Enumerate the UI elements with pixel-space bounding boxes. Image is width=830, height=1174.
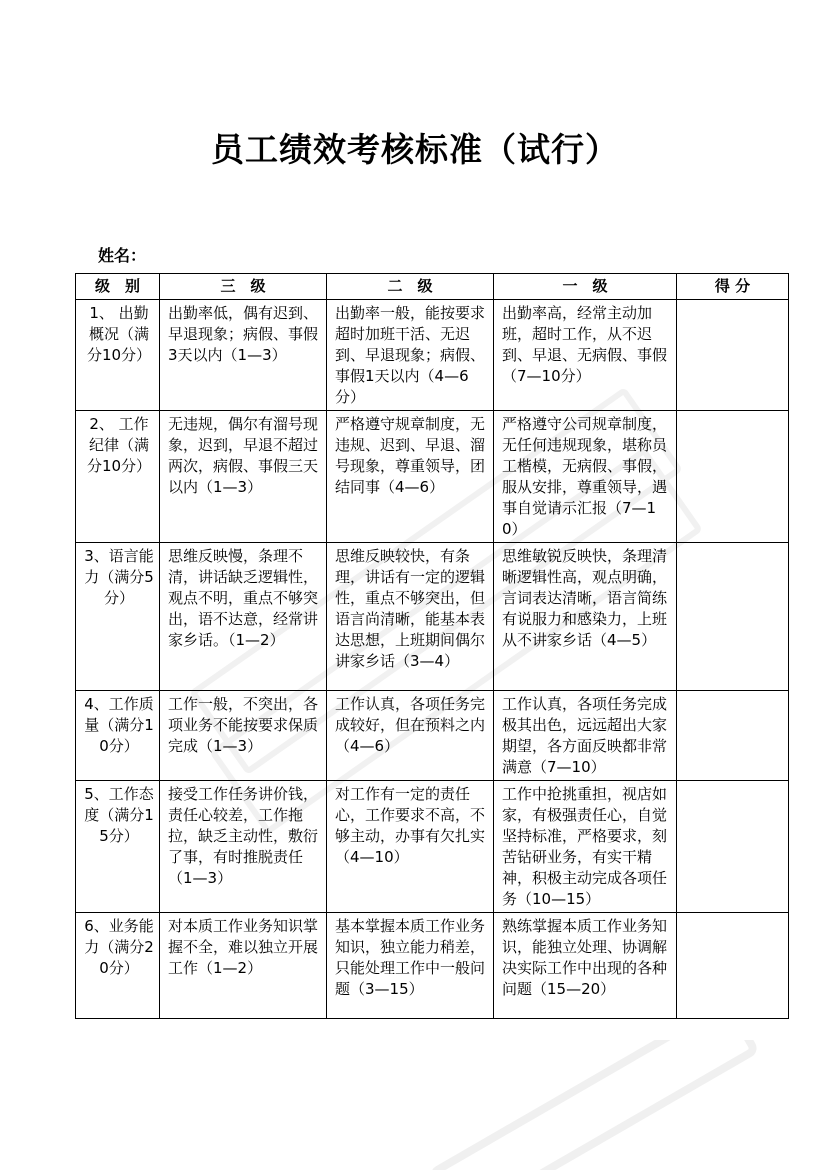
row-level2: 基本掌握本质工作业务知识，独立能力稍差，只能处理工作中一般问题（3—15） — [327, 913, 494, 1019]
row-score[interactable] — [677, 913, 789, 1019]
row-category: 4、工作质量（满分10分） — [76, 691, 160, 781]
row-level2: 思维反映较快，有条理，讲话有一定的逻辑性，重点不够突出，但语言尚清晰，能基本表达思想，上班期间偶尔讲家乡话（3—4） — [327, 543, 494, 691]
row-level2: 工作认真，各项任务完成较好，但在预料之内（4—6） — [327, 691, 494, 781]
row-level1: 工作中抢挑重担，视店如家，有极强责任心，自觉坚持标准，严格要求，刻苦钻研业务，有实干精神，积极主动完成各项任务（10—15） — [494, 781, 677, 913]
row-level3: 工作一般，不突出，各项业务不能按要求保质完成（1—3） — [160, 691, 327, 781]
row-level1: 思维敏锐反映快，条理清晰逻辑性高，观点明确，言词表达清晰，语言简练有说服力和感染力，上班从不讲家乡话（4—5） — [494, 543, 677, 691]
row-level3: 无违规，偶尔有溜号现象，迟到，早退不超过两次，病假、事假三天以内（1—3） — [160, 411, 327, 543]
row-level2: 对工作有一定的责任心，工作要求不高，不够主动，办事有欠扎实（4—10） — [327, 781, 494, 913]
header-level1: 一 级 — [494, 274, 677, 300]
header-level2: 二 级 — [327, 274, 494, 300]
row-level1: 熟练掌握本质工作业务知识，能独立处理、协调解决实际工作中出现的各种问题（15—20） — [494, 913, 677, 1019]
table-row — [76, 781, 789, 913]
row-category: 5、工作态度（满分15分） — [76, 781, 160, 913]
row-level3: 对本质工作业务知识掌握不全，难以独立开展工作（1—2） — [160, 913, 327, 1019]
table-row — [76, 913, 789, 1019]
row-level3: 思维反映慢，条理不清，讲话缺乏逻辑性，观点不明，重点不够突出，语不达意，经常讲家乡话。（1—2） — [160, 543, 327, 691]
document-title: 员工绩效考核标准（试行） — [211, 130, 619, 169]
table-row — [76, 411, 789, 543]
table-header-row — [76, 274, 789, 300]
row-category: 1、 出勤概况（满分10分） — [76, 300, 160, 411]
row-level3: 接受工作任务讲价钱，责任心较差，工作拖拉，缺乏主动性，敷衍了事，有时推脱责任（1—3） — [160, 781, 327, 913]
row-score[interactable] — [677, 691, 789, 781]
row-score[interactable] — [677, 781, 789, 913]
watermark-bottom — [380, 1040, 800, 1170]
row-level1: 出勤率高，经常主动加班，超时工作，从不迟到、早退、无病假、事假（7—10分） — [494, 300, 677, 411]
row-category: 6、业务能力（满分20分） — [76, 913, 160, 1019]
header-level: 级 别 — [76, 274, 160, 300]
row-score[interactable] — [677, 543, 789, 691]
row-score[interactable] — [677, 411, 789, 543]
row-level3: 出勤率低，偶有迟到、早退现象；病假、事假3天以内（1—3） — [160, 300, 327, 411]
header-score: 得 分 — [677, 274, 789, 300]
row-category: 2、 工作纪律（满分10分） — [76, 411, 160, 543]
name-label: 姓名： — [98, 246, 147, 265]
row-score[interactable] — [677, 300, 789, 411]
row-level1: 严格遵守公司规章制度，无任何违规现象，堪称员工楷模，无病假、事假，服从安排，尊重领导，遇事自觉请示汇报（7—10） — [494, 411, 677, 543]
header-level3: 三 级 — [160, 274, 327, 300]
evaluation-table — [75, 273, 789, 1019]
row-level2: 出勤率一般，能按要求超时加班干活、无迟到、早退现象；病假、事假1天以内（4—6分） — [327, 300, 494, 411]
table-row — [76, 300, 789, 411]
row-level1: 工作认真，各项任务完成极其出色，远远超出大家期望，各方面反映都非常满意（7—10） — [494, 691, 677, 781]
table-row — [76, 543, 789, 691]
row-level2: 严格遵守规章制度，无违规、迟到、早退、溜号现象，尊重领导，团结同事（4—6） — [327, 411, 494, 543]
row-category: 3、语言能力（满分5分） — [76, 543, 160, 691]
table-row — [76, 691, 789, 781]
